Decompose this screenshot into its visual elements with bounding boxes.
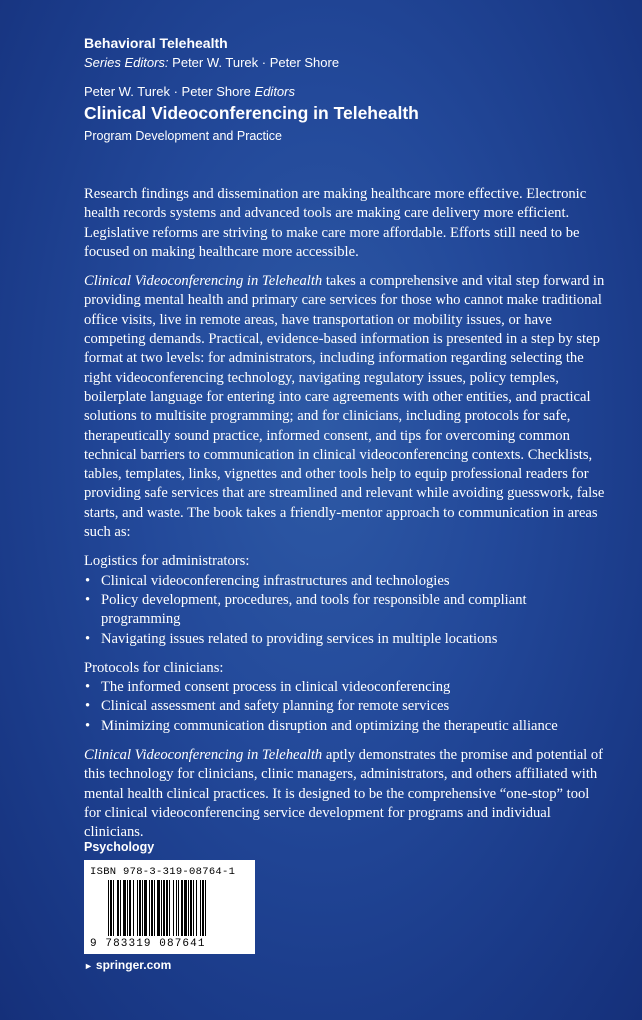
list-item-text: Clinical assessment and safety planning for remote services [101, 698, 450, 715]
barcode-bar [161, 880, 162, 936]
bullet-icon: • [85, 591, 91, 608]
barcode-bar [139, 880, 141, 936]
barcode-bar [144, 880, 147, 936]
closing-book-title: Clinical Videoconferencing in Telehealth [84, 747, 323, 764]
barcode-bar [202, 880, 204, 936]
publisher-url: springer.com [95, 958, 172, 972]
barcode-bar [127, 880, 128, 936]
barcode-bar [142, 880, 143, 936]
barcode-digits: 9 783319 087641 [90, 938, 206, 950]
book-editors [84, 83, 604, 101]
barcode-bar [123, 880, 126, 936]
intro-paragraph: Research findings and dissemination are making healthcare more effective. Electronic health records systems and advanced tools are making care delivery more efficient. Legislative reforms are striving to make care more affordable. Efforts still need to be focused on making healthcare more accessible. [84, 186, 587, 260]
barcode-bar [117, 880, 119, 936]
subject-category: Psychology [84, 840, 155, 854]
list-item [84, 717, 608, 736]
barcode-bar [137, 880, 138, 936]
list-item [84, 697, 608, 716]
list-item-text: Policy development, procedures, and tools for responsible and compliant programming [101, 591, 527, 628]
barcode-bar [149, 880, 150, 936]
barcode-bar [120, 880, 121, 936]
barcode-bar [200, 880, 201, 936]
barcode-bar [133, 880, 134, 936]
list-item [84, 678, 608, 697]
overview-book-title: Clinical Videoconferencing in Telehealth [84, 273, 323, 290]
overview-text: takes a comprehensive and vital step forward in providing mental health and primary care services for those who cannot make traditional office visits, live in remote areas, have transportation or mobility issues, or have competing demands. Practical, evidence-based information is presented in a step by step format at two levels: for administrators, including information regarding selecting the right videoconferencing technology, navigating regulatory issues, policy temples, boilerplate language for entering into care agreements with other entities, and practical solutions to multisite programming; and for clinicians, including protocols for safe, therapeutically sound practice, informed consent, and tips for overcoming common technical barriers to communication in clinical videoconferencing contexts. Checklists, tables, templates, links, vignettes and other tools help to equip professional readers for providing safe services that are streamlined and relevant while avoiding guesswork, false starts, and waste. The book takes a friendly-mentor approach to communication in areas such as: [84, 273, 605, 541]
barcode-bar [176, 880, 177, 936]
book-subtitle: Program Development and Practice [84, 129, 283, 143]
barcode-bar [166, 880, 168, 936]
barcode-bar [205, 880, 206, 936]
book-editors-names: Peter W. Turek · Peter Shore [84, 84, 251, 99]
list-item [84, 630, 608, 649]
barcode-bar [169, 880, 170, 936]
bullet-icon: • [85, 679, 91, 696]
barcode-bar [193, 880, 194, 936]
closing-paragraph [84, 746, 608, 842]
series-header [84, 34, 604, 145]
bullet-icon: • [85, 698, 91, 715]
bullet-icon: • [85, 717, 91, 734]
list-item-text: Navigating issues related to providing services in multiple locations [101, 630, 498, 647]
barcode-bar [151, 880, 153, 936]
list-item-text: Minimizing communication disruption and optimizing the therapeutic alliance [101, 717, 558, 734]
arrow-icon: ► [84, 961, 93, 971]
barcode-bar [154, 880, 155, 936]
barcode-bar [173, 880, 174, 936]
barcode-bar [188, 880, 189, 936]
series-editors-label: Series Editors: [84, 55, 169, 70]
list-item-text: Clinical videoconferencing infrastructures and technologies [101, 572, 450, 589]
isbn-barcode [84, 860, 255, 954]
isbn-text: ISBN 978-3-319-08764-1 [90, 866, 236, 878]
barcode-bar [181, 880, 183, 936]
barcode-bar [190, 880, 192, 936]
publisher-link[interactable] [84, 958, 171, 972]
closing-text: aptly demonstrates the promise and potential of this technology for clinicians, clinic managers, administrators, and others affiliated with mental health clinical practices. It is designed to be the comprehensive “one-stop” tool for clinical videoconferencing service development for programs and individual clinicians. [84, 747, 604, 841]
series-editors-names: Peter W. Turek · Peter Shore [172, 55, 340, 70]
series-title: Behavioral Telehealth [84, 35, 228, 51]
barcode-bars [108, 880, 234, 938]
clinician-list [84, 678, 608, 736]
admin-list [84, 572, 608, 649]
overview-paragraph [84, 272, 608, 542]
list-item [84, 572, 608, 591]
barcode-bar [163, 880, 165, 936]
book-title: Clinical Videoconferencing in Telehealth [84, 103, 419, 123]
bullet-icon: • [85, 630, 91, 647]
list-item-text: The informed consent process in clinical videoconferencing [101, 679, 451, 696]
blurb [84, 185, 608, 853]
list-item [84, 591, 608, 630]
barcode-bar [113, 880, 114, 936]
admin-list-heading: Logistics for administrators: [84, 553, 250, 570]
clinician-list-heading: Protocols for clinicians: [84, 659, 224, 676]
book-editors-role: Editors [254, 84, 295, 99]
barcode-bar [110, 880, 112, 936]
barcode-bar [184, 880, 187, 936]
barcode-bar [196, 880, 197, 936]
barcode-bar [108, 880, 109, 936]
bullet-icon: • [85, 572, 91, 589]
barcode-bar [157, 880, 160, 936]
barcode-bar [178, 880, 179, 936]
barcode-bar [129, 880, 131, 936]
series-editors [84, 54, 604, 72]
